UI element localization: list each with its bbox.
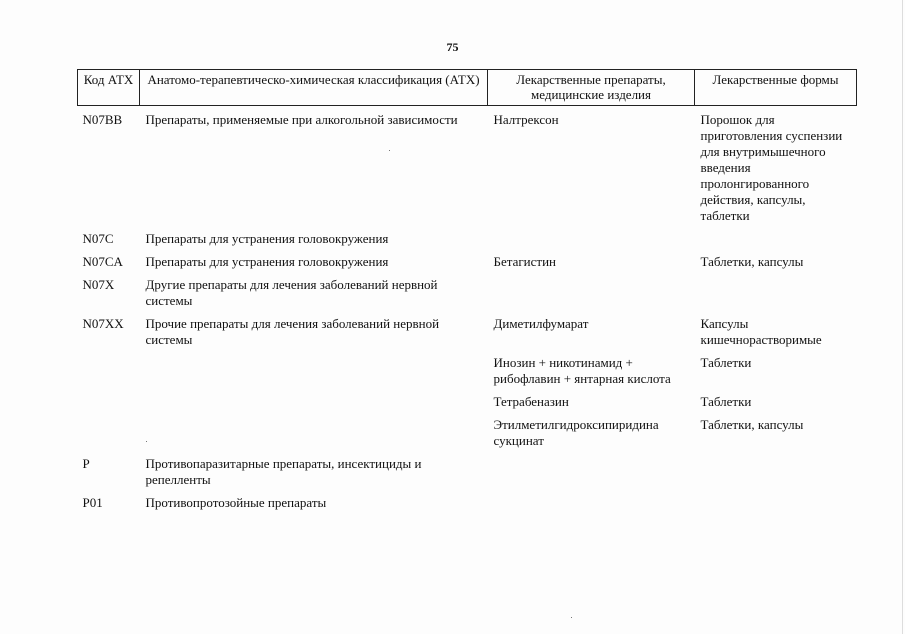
table-row xyxy=(78,106,857,232)
cell-form: Таблетки, капсулы xyxy=(700,254,804,269)
cell-form xyxy=(695,277,857,316)
cell-drug: Тетрабеназин xyxy=(493,394,569,409)
cell-drug xyxy=(488,231,695,254)
cell-code: N07XX xyxy=(82,316,124,331)
table-row xyxy=(78,277,857,316)
cell-code: N07CA xyxy=(82,254,123,269)
cell-code: N07C xyxy=(82,231,114,246)
cell-drug xyxy=(488,456,695,495)
cell-drug: Этилметилгидроксипиридина сукцинат xyxy=(493,417,659,448)
cell-form: Таблетки xyxy=(700,394,752,409)
cell-code: P xyxy=(82,456,90,471)
cell-atc: Противопротозойные препараты xyxy=(145,495,327,510)
cell-form xyxy=(695,456,857,495)
cell-form: Таблетки, капсулы xyxy=(700,417,804,432)
cell-code: N07X xyxy=(82,277,115,292)
header-atc-classification: Анатомо-терапевтическо-химическая классификация (АТХ) xyxy=(140,70,488,106)
scan-speck xyxy=(571,617,572,618)
cell-code xyxy=(78,394,140,417)
cell-form: Капсулы кишечнорастворимые xyxy=(700,316,822,347)
table-row xyxy=(78,355,857,394)
cell-code: P01 xyxy=(82,495,103,510)
table-row xyxy=(78,417,857,456)
header-drugs: Лекарственные препараты, медицинские изделия xyxy=(488,70,695,106)
atc-table xyxy=(77,69,857,518)
table-header-row xyxy=(78,70,857,106)
cell-form: Порошок для приготовления суспензии для внутримышечного введения пролонгированного действия, капсулы, таблетки xyxy=(700,112,843,223)
cell-atc xyxy=(140,394,488,417)
cell-atc xyxy=(140,355,488,394)
page-number: 75 xyxy=(446,40,459,54)
header-code: Код АТХ xyxy=(78,70,140,106)
cell-atc: Прочие препараты для лечения заболеваний нервной системы xyxy=(145,316,440,347)
cell-drug: Инозин + никотинамид + рибофлавин + янтарная кислота xyxy=(493,355,671,386)
cell-atc: Другие препараты для лечения заболеваний нервной системы xyxy=(145,277,438,308)
table-row xyxy=(78,456,857,495)
cell-atc: Препараты для устранения головокружения xyxy=(145,231,389,246)
table-row xyxy=(78,231,857,254)
table-row xyxy=(78,316,857,355)
header-dosage-forms: Лекарственные формы xyxy=(695,70,857,106)
cell-drug xyxy=(488,277,695,316)
cell-drug xyxy=(488,495,695,518)
cell-code: N07BB xyxy=(82,112,123,127)
cell-form xyxy=(695,231,857,254)
cell-drug: Налтрексон xyxy=(493,112,559,127)
cell-drug: Диметилфумарат xyxy=(493,316,589,331)
cell-code xyxy=(78,417,140,456)
cell-atc: Препараты для устранения головокружения xyxy=(145,254,389,269)
table-row xyxy=(78,394,857,417)
table-row xyxy=(78,495,857,518)
cell-atc: Противопаразитарные препараты, инсектициды и репелленты xyxy=(145,456,422,487)
cell-code xyxy=(78,355,140,394)
scan-edge-line xyxy=(902,0,903,634)
table-row xyxy=(78,254,857,277)
cell-form xyxy=(695,495,857,518)
cell-drug: Бетагистин xyxy=(493,254,556,269)
cell-atc xyxy=(140,417,488,456)
cell-form: Таблетки xyxy=(700,355,752,370)
cell-atc: Препараты, применяемые при алкогольной зависимости xyxy=(145,112,458,127)
